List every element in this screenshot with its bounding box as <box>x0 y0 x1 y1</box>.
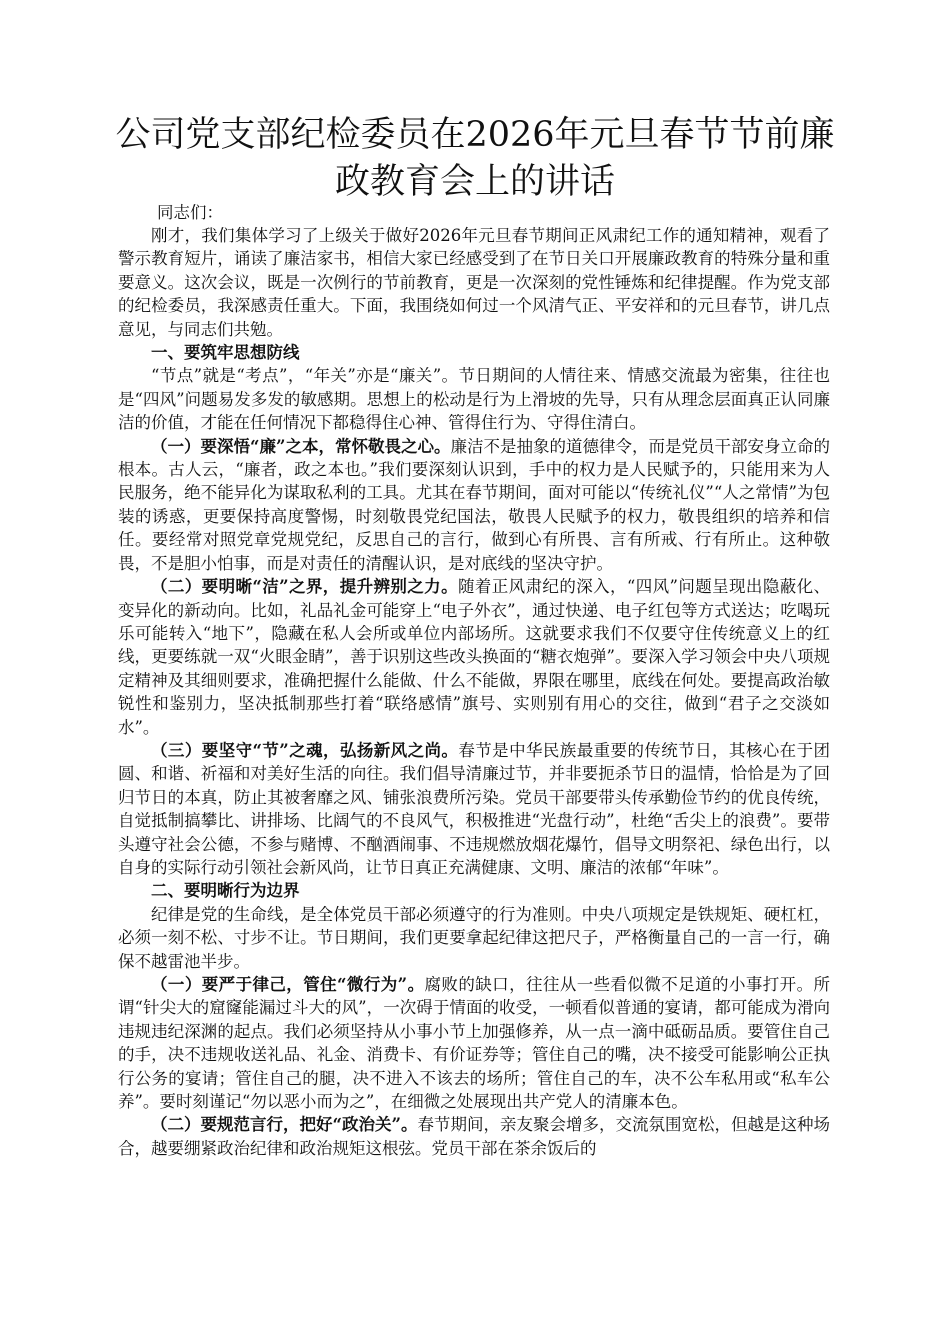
point-text: 随着正风肃纪的深入，“四风”问题呈现出隐蔽化、变异化的新动向。比如，礼品礼金可能穿上“电子外衣”，通过快递、电子红包等方式送达；吃喝玩乐可能转入“地下”，隐藏在私人会所或单位内部场所。这就要求我们不仅要守住传统意义上的红线，更要练就一双“火眼金睛”，善于识别这些改头换面的“糖衣炮弹”。要深入学习领会中央八项规定精神及其细则要求，准确把握什么能做、什么不能做，界限在哪里，底线在何处。要提高政治敏锐性和鉴别力，坚决抵制那些打着“联络感情”旗号、实则别有用心的交往，做到“君子之交淡如水”。 <box>118 577 831 737</box>
document-body <box>118 224 830 1160</box>
point-lead: （三）要坚守“节”之魂，弘扬新风之尚。 <box>151 740 459 760</box>
section-heading-2: 二、要明晰行为边界 <box>151 881 300 901</box>
point-text: 春节期间，亲友聚会增多，交流氛围宽松，但越是这种场合，越要绷紧政治纪律和政治规矩这根弦。党员干部在茶余饭后的 <box>118 1115 831 1158</box>
section-1-point-1 <box>118 435 830 575</box>
section-1-paragraph: “节点”就是“考点”，“年关”亦是“廉关”。节日期间的人情往来、情感交流最为密集，往往也是“四风”问题易发多发的敏感期。思想上的松动是行为上滑坡的先导，只有从理念层面真正认同廉洁的价值，才能在任何情况下都稳得住心神、管得住行为、守得住清白。 <box>118 366 830 433</box>
point-text: 春节是中华民族最重要的传统节日，其核心在于团圆、和谐、祈福和对美好生活的向往。我们倡导清廉过节，并非要扼杀节日的温情，恰恰是为了回归节日的本真，防止其被奢靡之风、铺张浪费所污染。党员干部要带头传承勤俭节约的优良传统，自觉抵制搞攀比、讲排场、比阔气的不良风气，积极推进“光盘行动”，杜绝“舌尖上的浪费”。要带头遵守社会公德，不参与赌博、不酗酒闹事、不违规燃放烟花爆竹，倡导文明祭祀、绿色出行，以自身的实际行动引领社会新风尚，让节日真正充满健康、文明、廉洁的浓郁“年味”。 <box>118 740 830 877</box>
point-text: 腐败的缺口，往往从一些看似微不足道的小事打开。所谓“针尖大的窟窿能漏过斗大的风”，一次碍于情面的收受，一顿看似普通的宴请，都可能成为滑向违规违纪深渊的起点。我们必须坚持从小事小节上加强修养，从一点一滴中砥砺品质。要管住自己的手，决不违规收送礼品、礼金、消费卡、有价证券等；管住自己的嘴，决不接受可能影响公正执行公务的宴请；管住自己的腿，决不进入不该去的场所；管住自己的车，决不公车私用或“私车公养”。要时刻谨记“勿以恶小而为之”，在细微之处展现出共产党人的清廉本色。 <box>118 975 831 1112</box>
point-lead: （二）要明晰“洁”之界，提升辨别之力。 <box>151 577 458 597</box>
section-heading-1: 一、要筑牢思想防线 <box>151 343 300 363</box>
section-2-point-1 <box>118 973 830 1113</box>
section-2-paragraph: 纪律是党的生命线，是全体党员干部必须遵守的行为准则。中央八项规定是铁规矩、硬杠杠，必须一刻不松、寸步不让。节日期间，我们更要拿起纪律这把尺子，严格衡量自己的一言一行，确保不越雷池半步。 <box>118 904 830 971</box>
section-1-point-3 <box>118 739 830 879</box>
section-2-point-2 <box>118 1113 830 1160</box>
salutation: 同志们： <box>157 203 223 222</box>
point-lead: （一）要严于律己，管住“微行为”。 <box>151 975 425 994</box>
section-1-point-2 <box>118 575 830 739</box>
document-title: 公司党支部纪检委员在2026年元旦春节节前廉政教育会上的讲话 <box>115 115 835 202</box>
point-lead: （一）要深悟“廉”之本，常怀敬畏之心。 <box>151 436 451 456</box>
point-lead: （二）要规范言行，把好“政治关”。 <box>151 1115 418 1135</box>
intro-paragraph: 刚才，我们集体学习了上级关于做好2026年元旦春节期间正风肃纪工作的通知精神，观看了警示教育短片，诵读了廉洁家书，相信大家已经感受到了在节日关口开展廉政教育的特殊分量和重要意义。这次会议，既是一次例行的节前教育，更是一次深刻的党性锤炼和纪律提醒。作为党支部的纪检委员，我深感责任重大。下面，我围绕如何过一个风清气正、平安祥和的元旦春节，讲几点意见，与同志们共勉。 <box>118 226 830 339</box>
point-text: 廉洁不是抽象的道德律令，而是党员干部安身立命的根本。古人云，“廉者，政之本也。”我们要深刻认识到，手中的权力是人民赋予的，只能用来为人民服务，绝不能异化为谋取私利的工具。尤其在春节期间，面对可能以“传统礼仪”“人之常情”为包装的诱惑，更要保持高度警惕，时刻敬畏党纪国法，敬畏人民赋予的权力，敬畏组织的培养和信任。要经常对照党章党规党纪，反思自己的言行，做到心有所畏、言有所戒、行有所止。这种敬畏，不是胆小怕事，而是对责任的清醒认识，是对底线的坚决守护。 <box>118 436 831 573</box>
